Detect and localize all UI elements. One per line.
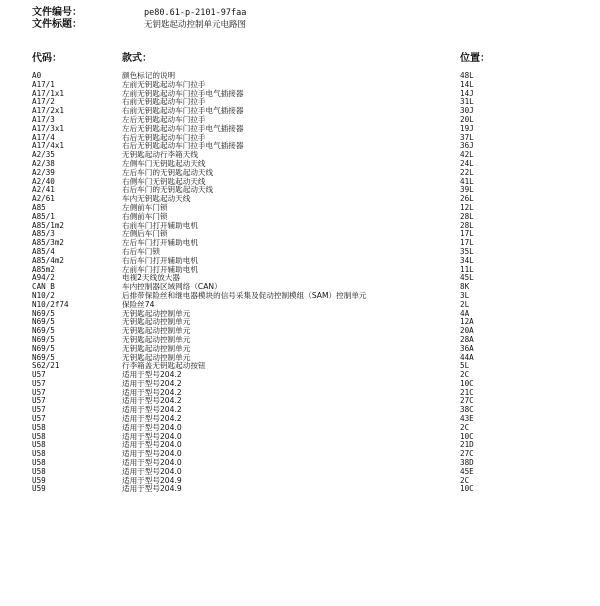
row-name: 右后车门的无钥匙起动天线 xyxy=(122,185,214,195)
row-position: 11L xyxy=(460,264,474,274)
table-row xyxy=(0,292,600,301)
row-position: 20A xyxy=(460,326,474,336)
row-code: A85/3m2 xyxy=(32,238,65,248)
row-code: U59 xyxy=(32,475,46,485)
table-row xyxy=(0,371,600,380)
row-position: 20L xyxy=(460,114,474,124)
row-name: 左侧车门无钥匙起动天线 xyxy=(122,158,206,168)
row-position: 39L xyxy=(460,185,474,195)
row-code: A2/39 xyxy=(32,167,55,177)
table-row xyxy=(0,90,600,99)
row-position: 17L xyxy=(460,238,474,248)
row-code: U59 xyxy=(32,484,46,494)
row-position: 3L xyxy=(460,290,470,300)
table-row xyxy=(0,134,600,143)
row-name: 适用于型号204.2 xyxy=(122,396,182,406)
row-position: 26L xyxy=(460,194,474,204)
row-name: 适用于型号204.9 xyxy=(122,475,182,485)
doc-title-row xyxy=(32,19,246,31)
table-row xyxy=(0,424,600,433)
row-name: 左后车门的无钥匙起动天线 xyxy=(122,167,214,177)
row-position: 27C xyxy=(460,396,474,406)
row-position: 8K xyxy=(460,282,470,292)
row-name: 适用于型号204.2 xyxy=(122,387,182,397)
table-row xyxy=(0,195,600,204)
table-row xyxy=(0,125,600,134)
table-row xyxy=(0,433,600,442)
row-name: 适用于型号204.0 xyxy=(122,440,182,450)
doc-title-value: 无钥匙起动控制单元电路图 xyxy=(144,20,247,30)
row-position: 31L xyxy=(460,97,474,107)
row-code: A17/1x1 xyxy=(32,88,65,98)
table-row xyxy=(0,72,600,81)
row-code: A17/4 xyxy=(32,132,55,142)
row-name: 右前无钥匙起动车门拉手电气插接器 xyxy=(122,106,244,116)
table-row xyxy=(0,336,600,345)
row-position: 38D xyxy=(460,458,474,468)
row-name: 无钥匙起动控制单元 xyxy=(122,334,191,344)
table-row xyxy=(0,406,600,415)
row-code: A17/3x1 xyxy=(32,123,65,133)
row-name: 左前无钥匙起动车门拉手 xyxy=(122,79,206,89)
row-code: N69/5 xyxy=(32,334,55,344)
table-row xyxy=(0,239,600,248)
table-row xyxy=(0,310,600,319)
row-position: 35L xyxy=(460,246,474,256)
table-row xyxy=(0,142,600,151)
row-position: 28L xyxy=(460,211,474,221)
row-position: 12A xyxy=(460,317,474,327)
table-row xyxy=(0,107,600,116)
row-position: 21D xyxy=(460,440,474,450)
row-position: 4A xyxy=(460,308,470,318)
row-code: U58 xyxy=(32,458,46,468)
row-position: 43E xyxy=(460,414,474,424)
row-position: 34L xyxy=(460,255,474,265)
row-name: 左后无钥匙起动车门拉手 xyxy=(122,114,206,124)
doc-number-label: 文件编号： xyxy=(32,7,82,18)
row-position: 44A xyxy=(460,352,474,362)
row-name: 后排带保险丝和继电器模块的信号采集及促动控制模组（SAM）控制单元 xyxy=(122,290,367,300)
row-name: 右前车门打开辅助电机 xyxy=(122,220,198,230)
row-name: 右前无钥匙起动车门拉手 xyxy=(122,97,206,107)
table-row xyxy=(0,485,600,494)
row-name: 无钥匙起动控制单元 xyxy=(122,352,191,362)
row-name: 电视2天线放大器 xyxy=(122,273,180,283)
row-code: A17/2x1 xyxy=(32,106,65,116)
row-name: 适用于型号204.2 xyxy=(122,378,182,388)
table-row xyxy=(0,213,600,222)
row-position: 2C xyxy=(460,422,470,432)
row-code: S62/21 xyxy=(32,361,60,371)
document-meta xyxy=(32,7,246,31)
row-code: N10/2f74 xyxy=(32,299,69,309)
row-position: 5L xyxy=(460,361,470,371)
row-position: 22L xyxy=(460,167,474,177)
table-row xyxy=(0,116,600,125)
table-row xyxy=(0,178,600,187)
row-code: A85/1m2 xyxy=(32,220,65,230)
row-code: A85/1 xyxy=(32,211,55,221)
row-position: 10C xyxy=(460,484,474,494)
table-header xyxy=(0,49,600,63)
row-name: 适用于型号204.2 xyxy=(122,370,182,380)
table-row xyxy=(0,257,600,266)
row-position: 24L xyxy=(460,158,474,168)
row-code: U57 xyxy=(32,387,46,397)
row-name: 右后无钥匙起动车门拉手电气插接器 xyxy=(122,141,244,151)
row-code: U58 xyxy=(32,449,46,459)
table-row xyxy=(0,318,600,327)
row-name: 右后无钥匙起动车门拉手 xyxy=(122,132,206,142)
row-position: 2C xyxy=(460,475,470,485)
row-position: 2C xyxy=(460,370,470,380)
doc-number-value: pe80.61-p-2101-97faa xyxy=(144,8,247,18)
row-code: N69/5 xyxy=(32,343,55,353)
row-code: U58 xyxy=(32,466,46,476)
component-table xyxy=(0,72,600,494)
table-row xyxy=(0,389,600,398)
row-position: 37L xyxy=(460,132,474,142)
row-position: 14J xyxy=(460,88,474,98)
row-code: U57 xyxy=(32,414,46,424)
table-row xyxy=(0,362,600,371)
row-code: U57 xyxy=(32,396,46,406)
row-code: N69/5 xyxy=(32,326,55,336)
row-name: 无钥匙起动控制单元 xyxy=(122,317,191,327)
row-name: 右后车门打开辅助电机 xyxy=(122,255,198,265)
table-row xyxy=(0,459,600,468)
row-position: 45E xyxy=(460,466,474,476)
row-name: 左侧后车门锁 xyxy=(122,229,168,239)
row-code: A85/4m2 xyxy=(32,255,65,265)
row-name: 右侧车门无钥匙起动天线 xyxy=(122,176,206,186)
row-position: 28A xyxy=(460,334,474,344)
row-name: 无钥匙起动行李箱天线 xyxy=(122,150,198,160)
row-name: 无钥匙起动控制单元 xyxy=(122,343,191,353)
row-code: U58 xyxy=(32,440,46,450)
table-row xyxy=(0,186,600,195)
row-position: 28L xyxy=(460,220,474,230)
table-row xyxy=(0,301,600,310)
row-name: 右侧前车门锁 xyxy=(122,211,168,221)
row-name: 右后车门锁 xyxy=(122,246,160,256)
row-position: 30J xyxy=(460,106,474,116)
row-position: 42L xyxy=(460,150,474,160)
row-name: 适用于型号204.2 xyxy=(122,414,182,424)
row-name: 适用于型号204.0 xyxy=(122,458,182,468)
row-position: 21C xyxy=(460,387,474,397)
table-row xyxy=(0,345,600,354)
doc-title-label: 文件标题： xyxy=(32,19,82,30)
row-position: 48L xyxy=(460,71,474,80)
row-position: 14L xyxy=(460,79,474,89)
row-position: 36A xyxy=(460,343,474,353)
row-code: A85m2 xyxy=(32,264,55,274)
row-code: A85 xyxy=(32,202,46,212)
row-code: A2/38 xyxy=(32,158,55,168)
table-row xyxy=(0,81,600,90)
row-code: A17/1 xyxy=(32,79,55,89)
row-code: CAN B xyxy=(32,282,55,292)
row-code: U57 xyxy=(32,405,46,415)
row-position: 10C xyxy=(460,378,474,388)
row-code: A17/3 xyxy=(32,114,55,124)
row-name: 无钥匙起动控制单元 xyxy=(122,326,191,336)
row-code: N69/5 xyxy=(32,352,55,362)
row-code: N69/5 xyxy=(32,317,55,327)
table-row xyxy=(0,266,600,275)
row-position: 38C xyxy=(460,405,474,415)
table-row xyxy=(0,477,600,486)
row-position: 41L xyxy=(460,176,474,186)
row-code: N10/2 xyxy=(32,290,55,300)
row-code: A0 xyxy=(32,71,42,80)
row-name: 左后车门打开辅助电机 xyxy=(122,238,198,248)
row-code: U57 xyxy=(32,370,46,380)
table-row xyxy=(0,468,600,477)
table-row xyxy=(0,274,600,283)
row-name: 左侧前车门锁 xyxy=(122,202,168,212)
row-name: 车内无钥匙起动天线 xyxy=(122,194,191,204)
row-name: 无钥匙起动控制单元 xyxy=(122,308,191,318)
table-row xyxy=(0,98,600,107)
row-code: A17/4x1 xyxy=(32,141,65,151)
row-code: A2/61 xyxy=(32,194,55,204)
row-code: A2/40 xyxy=(32,176,55,186)
row-name: 行李箱盖无钥匙起动按钮 xyxy=(122,361,206,371)
row-name: 适用于型号204.9 xyxy=(122,484,182,494)
table-row xyxy=(0,354,600,363)
row-code: A94/2 xyxy=(32,273,55,283)
row-name: 左前车门打开辅助电机 xyxy=(122,264,198,274)
table-row xyxy=(0,204,600,213)
row-name: 颜色标记的说明 xyxy=(122,71,176,80)
row-name: 保险丝74 xyxy=(122,299,155,309)
table-row xyxy=(0,151,600,160)
row-name: 适用于型号204.0 xyxy=(122,449,182,459)
row-code: U58 xyxy=(32,422,46,432)
column-name-header: 款式： xyxy=(122,53,152,64)
row-name: 适用于型号204.0 xyxy=(122,422,182,432)
row-position: 36J xyxy=(460,141,474,151)
table-row xyxy=(0,248,600,257)
table-row xyxy=(0,169,600,178)
row-position: 27C xyxy=(460,449,474,459)
row-name: 适用于型号204.2 xyxy=(122,405,182,415)
row-code: A2/35 xyxy=(32,150,55,160)
row-position: 10C xyxy=(460,431,474,441)
table-row xyxy=(0,327,600,336)
row-name: 适用于型号204.0 xyxy=(122,431,182,441)
row-code: U57 xyxy=(32,378,46,388)
row-name: 车内控制器区域网络（CAN） xyxy=(122,282,222,292)
row-position: 17L xyxy=(460,229,474,239)
row-code: A85/3 xyxy=(32,229,55,239)
row-name: 左前无钥匙起动车门拉手电气插接器 xyxy=(122,88,244,98)
row-code: N69/5 xyxy=(32,308,55,318)
table-row xyxy=(0,415,600,424)
row-name: 适用于型号204.0 xyxy=(122,466,182,476)
table-row xyxy=(0,222,600,231)
column-position-header: 位置： xyxy=(460,53,490,64)
row-position: 45L xyxy=(460,273,474,283)
row-position: 19J xyxy=(460,123,474,133)
table-row xyxy=(0,450,600,459)
row-code: U58 xyxy=(32,431,46,441)
table-row xyxy=(0,230,600,239)
table-row xyxy=(0,380,600,389)
table-row xyxy=(0,160,600,169)
table-row xyxy=(0,397,600,406)
row-position: 2L xyxy=(460,299,470,309)
doc-number-row xyxy=(32,7,246,19)
table-row xyxy=(0,441,600,450)
row-name: 左后无钥匙起动车门拉手电气插接器 xyxy=(122,123,244,133)
row-position: 12L xyxy=(460,202,474,212)
row-code: A85/4 xyxy=(32,246,55,256)
row-code: A17/2 xyxy=(32,97,55,107)
row-code: A2/41 xyxy=(32,185,55,195)
column-code-header: 代码： xyxy=(32,53,62,64)
